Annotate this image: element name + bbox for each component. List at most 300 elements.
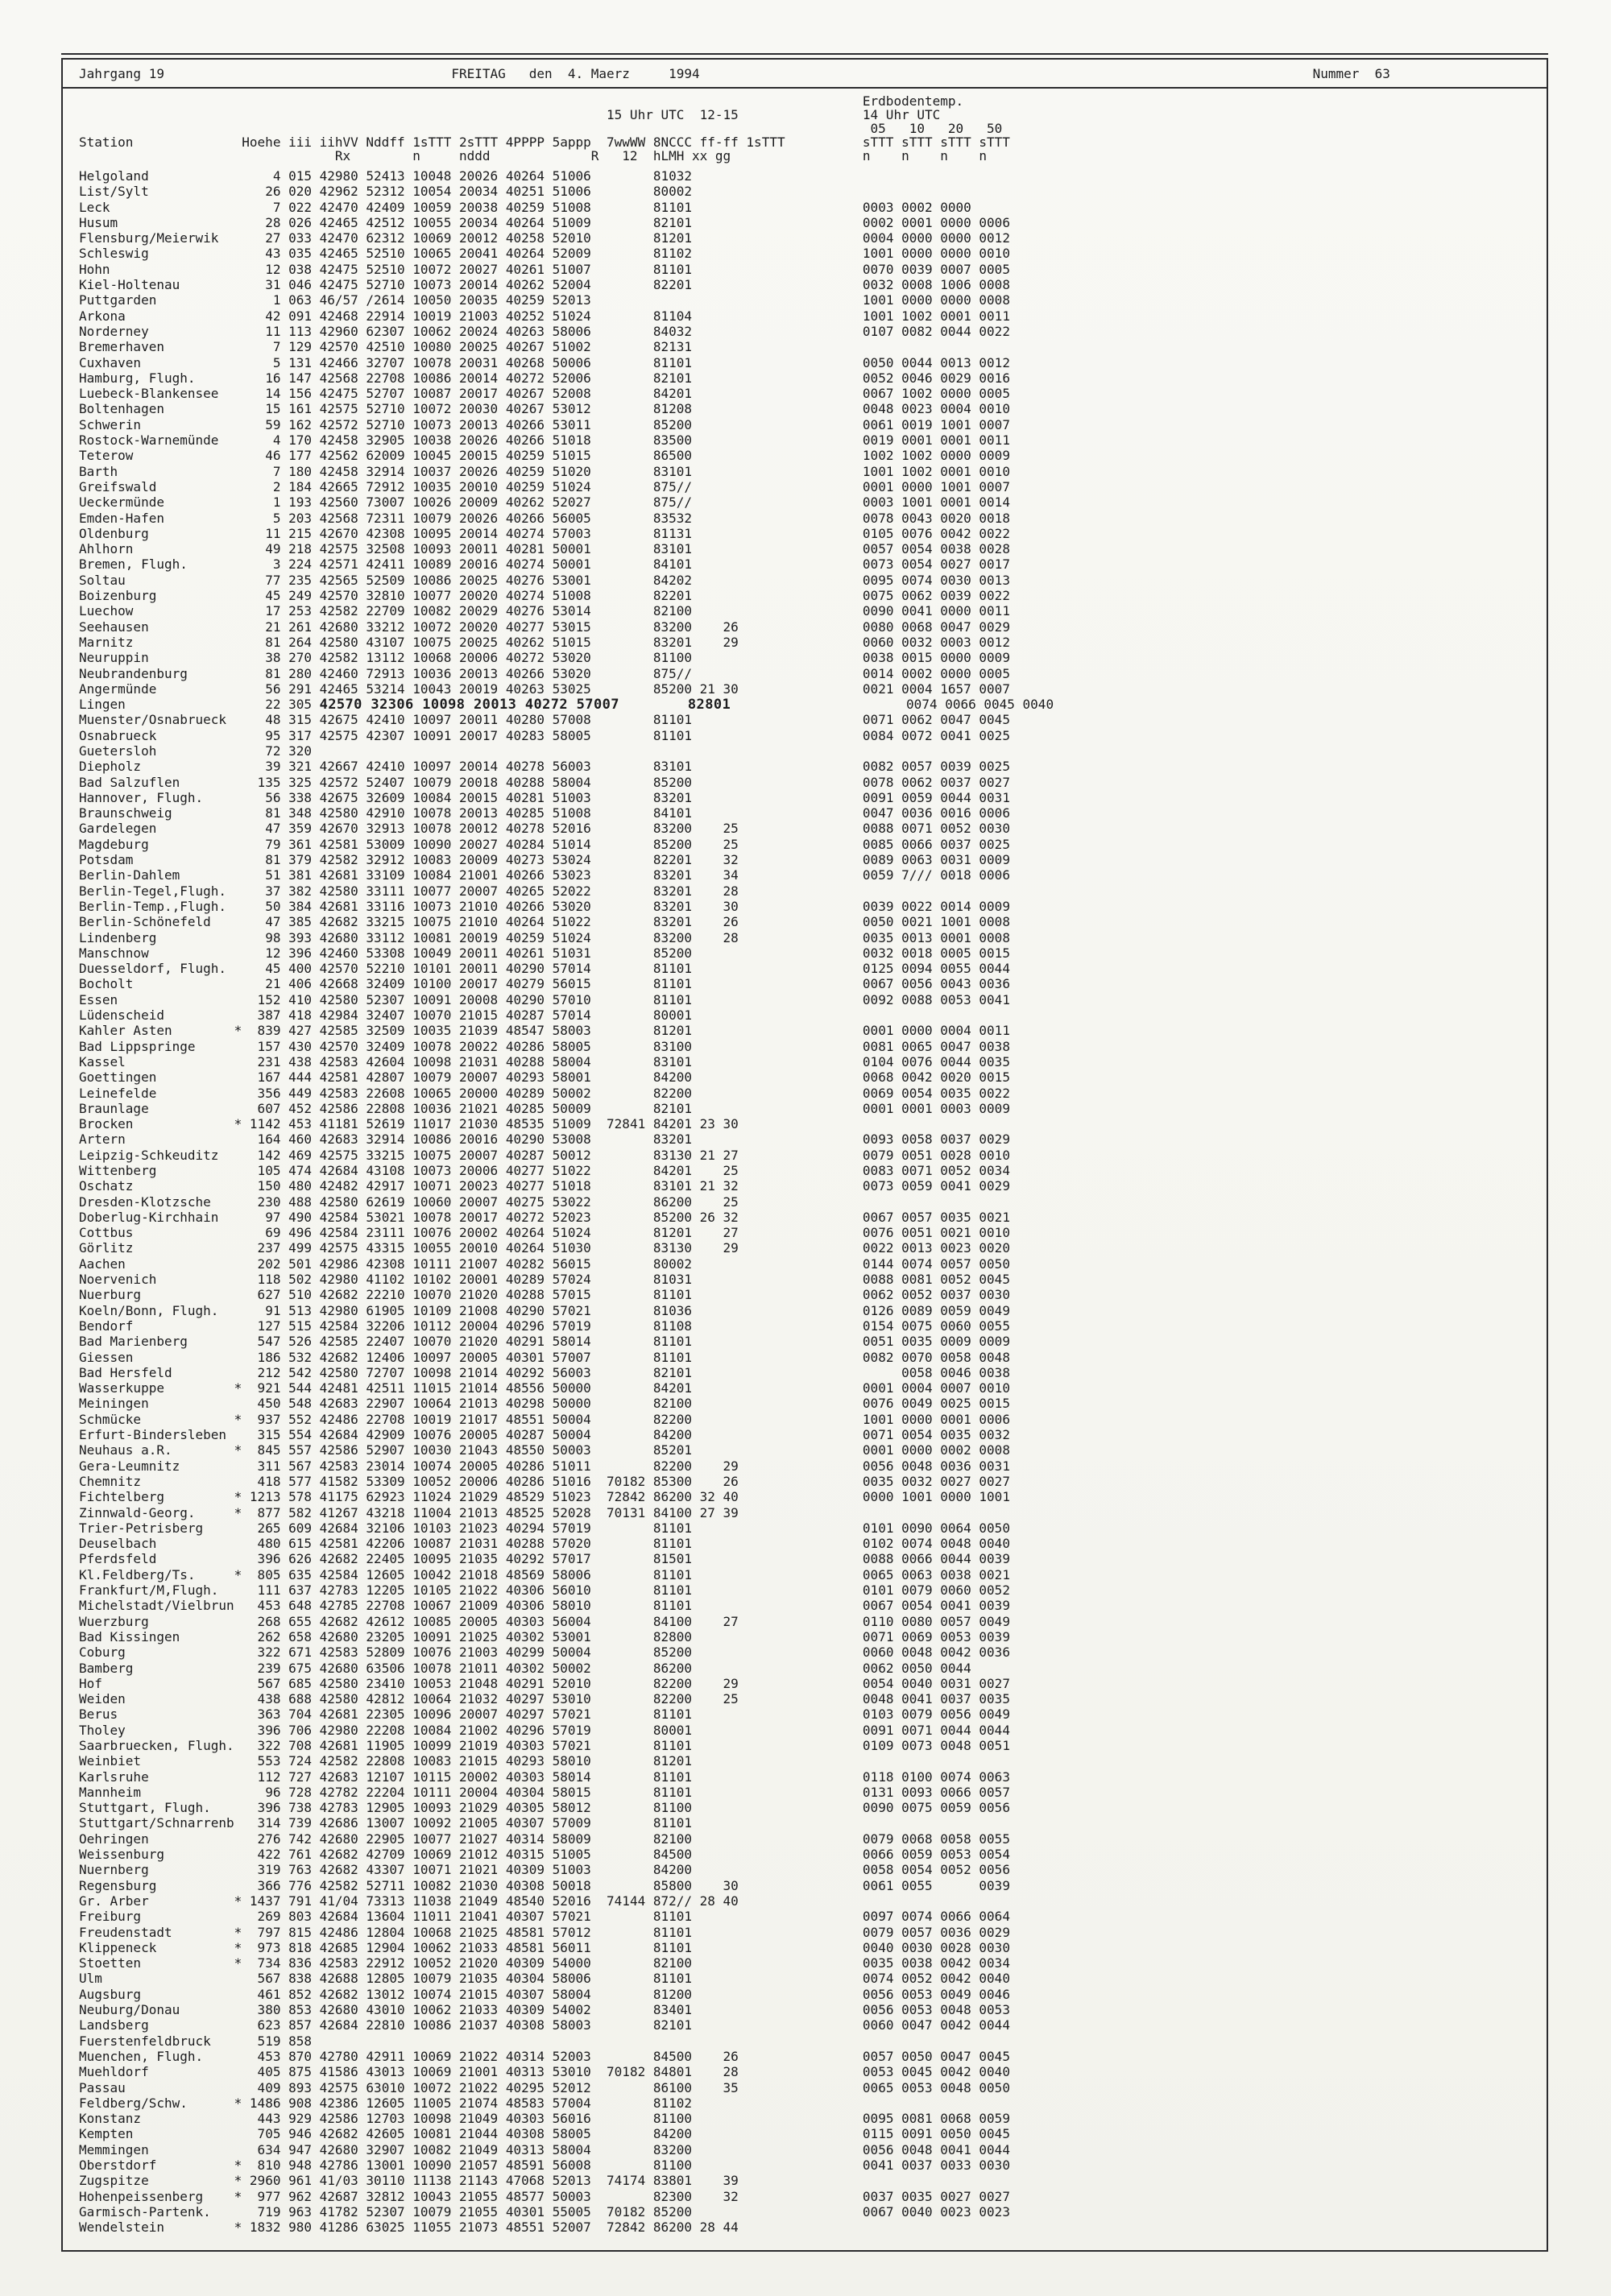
soil-temps-cell: 0071 0069 0053 0039 <box>738 1628 1010 1644</box>
table-row <box>79 417 1547 432</box>
station-cell: Karlsruhe 112 727 <box>79 1769 320 1785</box>
synop-groups-cell: 42581 53009 10090 20027 40284 51014 85200 25 <box>319 836 739 852</box>
synop-groups-cell: 42783 12205 10105 21022 40306 56010 81101 <box>319 1582 739 1599</box>
column-header: 4PPPP <box>505 134 545 150</box>
station-cell: Bendorf 127 515 <box>79 1318 320 1334</box>
station-cell: Guetersloh 72 320 <box>79 743 320 759</box>
soil-temps-cell: 0078 0062 0037 0027 <box>738 774 1010 790</box>
soil-temp-title: Erdbodentemp. <box>862 93 964 109</box>
station-cell: Bad Lippspringe 157 430 <box>79 1038 320 1054</box>
soil-temps-cell: 1002 1002 0000 0009 <box>738 448 1010 464</box>
table-row <box>79 184 1547 199</box>
column-header: R <box>590 148 599 163</box>
soil-temps-cell: 0103 0079 0056 0049 <box>738 1706 1010 1723</box>
station-cell: Leck 7 022 <box>79 199 320 215</box>
soil-temps-cell: 0126 0089 0059 0049 <box>738 1302 1010 1318</box>
table-row <box>79 603 1547 618</box>
table-row <box>79 1148 1547 1163</box>
synop-groups-cell: 42670 32913 10078 20012 40278 52016 83200 25 <box>319 821 739 837</box>
table-row <box>79 1178 1547 1194</box>
synop-groups-cell: 42560 73007 10026 20009 40262 52027 875// <box>319 494 739 511</box>
synop-groups-cell <box>320 743 739 759</box>
table-row <box>79 277 1547 292</box>
table-row <box>79 1582 1547 1598</box>
table-row <box>79 262 1547 277</box>
depths-line <box>79 121 1547 134</box>
station-cell: Mannheim 96 728 <box>79 1784 320 1800</box>
synop-groups-cell: 42580 52307 10091 20008 40290 57010 81101 <box>319 991 739 1007</box>
synop-groups-cell: 42584 53021 10078 20017 40272 52023 85200 26 32 <box>319 1209 739 1225</box>
synop-groups-cell: 42668 32409 10100 20017 40279 56015 81101 <box>319 976 739 992</box>
station-cell: Hannover, Flugh. 56 338 <box>79 789 320 805</box>
table-row <box>79 2002 1547 2017</box>
station-cell: Freudenstadt * 797 815 <box>79 1924 320 1940</box>
table-row <box>79 1940 1547 1955</box>
synop-groups-cell: 41586 43013 10069 21001 40313 53010 70182 84801 28 <box>319 2064 739 2080</box>
station-cell: Braunlage 607 452 <box>79 1100 320 1116</box>
soil-temps-cell: 0107 0082 0044 0022 <box>738 323 1010 339</box>
soil-temps-cell: 0105 0076 0042 0022 <box>738 525 1010 541</box>
soil-temps-cell: 1001 0000 0000 0008 <box>738 292 1010 308</box>
column-header: 1sTTT <box>412 134 452 150</box>
synop-groups-cell: 42583 22608 10065 20000 40289 50002 82200 <box>319 1085 739 1101</box>
synop-groups-cell: 42687 32812 10043 21055 48577 50003 82300 32 <box>319 2188 739 2204</box>
synop-groups-cell: 42665 72912 10035 20010 40259 51024 875// <box>319 478 739 494</box>
station-cell: Erfurt-Bindersleben 315 554 <box>79 1427 320 1443</box>
synop-groups-cell: 42570 32306 10098 20013 40272 57007 82801 <box>319 697 782 714</box>
table-row <box>79 883 1547 899</box>
synop-groups-cell: 42575 52710 10072 20030 40267 53012 81208 <box>319 401 739 417</box>
synop-groups-cell: 42670 42308 10095 20014 40274 57003 81131 <box>319 525 739 541</box>
station-cell: Michelstadt/Vielbrun 453 648 <box>79 1598 320 1614</box>
station-cell: Nuernberg 319 763 <box>79 1862 320 1878</box>
table-row <box>79 2095 1547 2111</box>
table-row <box>79 1831 1547 1847</box>
synop-groups-cell: 42684 13604 11011 21041 40307 57021 81101 <box>319 1909 739 1925</box>
station-cell: Osnabrueck 95 317 <box>79 727 320 743</box>
synop-groups-cell: 42685 12904 10062 21033 48581 56011 81101 <box>319 1939 739 1955</box>
table-row <box>79 2080 1547 2095</box>
masthead <box>79 66 1547 85</box>
station-cell: Muenster/Osnabrueck 48 315 <box>79 712 320 728</box>
soil-temps-cell: 0073 0059 0041 0029 <box>738 1178 1010 1194</box>
station-cell: Coburg 322 671 <box>79 1644 320 1661</box>
synop-groups-cell: 42586 52907 10030 21043 48550 50003 85201 <box>319 1442 739 1458</box>
synop-groups-cell: 42580 23410 10053 21048 40291 52010 82200 29 <box>319 1675 739 1691</box>
table-row <box>79 526 1547 541</box>
table-row <box>79 2189 1547 2204</box>
synop-groups-cell: 42568 22708 10086 20014 40272 52006 82101 <box>319 370 739 386</box>
soil-temps-cell: 0101 0090 0064 0050 <box>738 1520 1010 1536</box>
soil-temps-cell: 0081 0065 0047 0038 <box>738 1038 1010 1054</box>
table-row <box>79 1163 1547 1178</box>
soil-temps-cell: 0039 0022 0014 0009 <box>738 898 1010 914</box>
synop-groups-cell: 42583 52809 10076 21003 40299 50004 85200 <box>319 1644 739 1661</box>
soil-temps-cell: 0048 0023 0004 0010 <box>738 401 1010 417</box>
table-row <box>79 852 1547 867</box>
station-cell: Wasserkuppe * 921 544 <box>79 1380 320 1396</box>
soil-temps-cell: 0062 0050 0044 <box>738 1660 971 1676</box>
table-row <box>79 805 1547 821</box>
synop-groups-cell: 42675 32609 10084 20015 40281 51003 83201 <box>319 789 739 805</box>
soil-temps-cell: 0091 0059 0044 0031 <box>738 789 1010 805</box>
synop-groups-cell: 42581 42807 10079 20007 40293 58001 84200 <box>319 1069 739 1086</box>
table-row <box>79 1427 1547 1442</box>
soil-temps-cell: 0144 0074 0057 0050 <box>738 1256 1010 1272</box>
station-cell: Stoetten * 734 836 <box>79 1955 320 1971</box>
synop-groups-cell: 42986 42308 10111 21007 40282 56015 80002 <box>319 1256 739 1272</box>
station-cell: Kassel 231 438 <box>79 1053 320 1069</box>
table-row <box>79 2049 1547 2064</box>
table-row <box>79 728 1547 743</box>
station-cell: Barth 7 180 <box>79 463 320 479</box>
table-row <box>79 494 1547 510</box>
column-header-row-1 <box>79 134 1547 148</box>
station-cell: Frankfurt/M,Flugh. 111 637 <box>79 1582 320 1599</box>
table-row <box>79 2111 1547 2126</box>
table-row <box>79 1691 1547 1706</box>
synop-groups-cell: 42585 32509 10035 21039 48547 58003 81201 <box>319 1023 739 1039</box>
station-cell: Seehausen 21 261 <box>79 618 320 635</box>
station-cell: Neuhaus a.R. * 845 557 <box>79 1442 320 1458</box>
station-cell: Oldenburg 11 215 <box>79 525 320 541</box>
soil-temps-cell: 0088 0071 0052 0030 <box>738 821 1010 837</box>
synop-groups-cell: 42682 22405 10095 21035 40292 57017 81501 <box>319 1551 739 1567</box>
station-cell: Norderney 11 113 <box>79 323 320 339</box>
soil-temps-cell: 0101 0079 0060 0052 <box>738 1582 1010 1599</box>
column-header: iii <box>288 134 312 150</box>
table-row <box>79 1303 1547 1318</box>
column-header: Nddff <box>366 134 405 150</box>
table-row <box>79 1862 1547 1877</box>
station-cell: Berlin-Schönefeld 47 385 <box>79 914 320 930</box>
soil-temps-cell: 0060 0047 0042 0044 <box>738 2017 1010 2033</box>
table-row <box>79 448 1547 463</box>
station-cell: Artern 164 460 <box>79 1131 320 1148</box>
station-cell: Saarbruecken, Flugh. 322 708 <box>79 1737 320 1753</box>
soil-temps-cell: 0092 0088 0053 0041 <box>738 991 1010 1007</box>
station-cell: Gardelegen 47 359 <box>79 821 320 837</box>
synop-groups-cell: 42680 63506 10078 21011 40302 50002 86200 <box>319 1660 739 1676</box>
table-row <box>79 1396 1547 1411</box>
table-row <box>79 588 1547 603</box>
station-cell: Chemnitz 418 577 <box>79 1473 320 1489</box>
synop-groups-cell: 42575 32508 10093 20011 40281 50001 83101 <box>319 541 739 557</box>
station-cell: Arkona 42 091 <box>79 308 320 324</box>
station-cell: Hohn 12 038 <box>79 261 320 277</box>
synop-groups-cell: 42785 22708 10067 21009 40306 58010 81101 <box>319 1598 739 1614</box>
station-cell: Bremen, Flugh. 3 224 <box>79 556 320 573</box>
station-cell: Passau 409 893 <box>79 2079 320 2095</box>
soil-temps-cell: 1001 0000 0001 0006 <box>738 1411 1010 1427</box>
table-row <box>79 1023 1547 1038</box>
synop-groups-cell: 42682 42605 10081 21044 40308 58005 84200 <box>319 2126 739 2142</box>
station-cell: List/Sylt 26 020 <box>79 184 320 200</box>
station-cell: Doberlug-Kirchhain 97 490 <box>79 1209 320 1225</box>
synop-groups-cell: 42680 33212 10072 20020 40277 53015 83200 26 <box>319 618 739 635</box>
synop-groups-cell: 42581 42206 10087 21031 40288 57020 81101 <box>319 1536 739 1552</box>
soil-temps-cell: 0071 0062 0047 0045 <box>738 712 1010 728</box>
table-row <box>79 1614 1547 1629</box>
table-row <box>79 1644 1547 1660</box>
soil-temps-cell: 0061 0019 1001 0007 <box>738 416 1010 432</box>
soil-temps-cell: 0093 0058 0037 0029 <box>738 1131 1010 1148</box>
table-row <box>79 1458 1547 1474</box>
station-cell: Regensburg 366 776 <box>79 1877 320 1893</box>
column-header: 1sTTT <box>746 134 785 150</box>
column-header: n <box>412 148 420 163</box>
synop-groups-cell: 42575 42307 10091 20017 40283 58005 81101 <box>319 727 739 743</box>
soil-temps-cell: 0052 0046 0029 0016 <box>738 370 1010 386</box>
column-header: Station <box>79 134 134 150</box>
synop-groups-cell: 42460 72913 10036 20013 40266 53020 875// <box>319 665 739 681</box>
table-row <box>79 1489 1547 1504</box>
station-cell: Schmücke * 937 552 <box>79 1411 320 1427</box>
soil-temps-cell: 0079 0051 0028 0010 <box>738 1147 1010 1163</box>
synop-groups-cell: 42962 52312 10054 20034 40251 51006 80002 <box>319 184 739 200</box>
station-cell: Gera-Leumnitz 311 567 <box>79 1458 320 1474</box>
soil-temps-cell: 0079 0057 0036 0029 <box>738 1924 1010 1940</box>
synop-groups-cell: 42584 32206 10112 20004 40296 57019 81108 <box>319 1318 739 1334</box>
soil-temps-cell: 0057 0050 0047 0045 <box>738 2048 1010 2064</box>
station-cell: Deuselbach 480 615 <box>79 1536 320 1552</box>
station-cell: Kahler Asten * 839 427 <box>79 1023 320 1039</box>
synop-groups-cell: 42684 32106 10103 21023 40294 57019 81101 <box>319 1520 739 1536</box>
table-row <box>79 1334 1547 1349</box>
soil-temps-cell: 0109 0073 0048 0051 <box>738 1737 1010 1753</box>
station-cell: Weinbiet 553 724 <box>79 1753 320 1769</box>
synop-groups-cell: 42680 33112 10081 20019 40259 51024 83200 28 <box>319 929 739 945</box>
table-row <box>79 1412 1547 1427</box>
station-cell: Angermünde 56 291 <box>79 681 320 697</box>
column-header: ff-ff <box>699 134 739 150</box>
synop-groups-cell: 42582 13112 10068 20006 40272 53020 81100 <box>319 650 739 666</box>
table-row <box>79 1116 1547 1131</box>
soil-temps-cell: 0056 0048 0041 0044 <box>738 2141 1010 2157</box>
column-header: sTTT <box>940 134 971 150</box>
soil-temps-cell: 0038 0015 0000 0009 <box>738 650 1010 666</box>
table-row <box>79 1800 1547 1815</box>
synop-groups-cell: 42586 22808 10036 21021 40285 50009 82101 <box>319 1100 739 1116</box>
table-row <box>79 370 1547 386</box>
soil-temps-cell: 0058 0054 0052 0056 <box>738 1862 1010 1878</box>
table-row <box>79 1086 1547 1101</box>
synop-groups-cell: 42667 42410 10097 20014 40278 56003 83101 <box>319 759 739 775</box>
station-cell: Neuruppin 38 270 <box>79 650 320 666</box>
station-cell: Helgoland 4 015 <box>79 168 320 184</box>
soil-temps-cell: 0050 0044 0013 0012 <box>738 354 1010 370</box>
synop-groups-cell: 42682 22210 10070 21020 40288 57015 81101 <box>319 1287 739 1303</box>
synop-groups-cell <box>320 2033 739 2049</box>
station-cell: Bremerhaven 7 129 <box>79 339 320 355</box>
table-row <box>79 541 1547 556</box>
soil-temps-cell: 0048 0041 0037 0035 <box>738 1691 1010 1707</box>
synop-groups-cell: 41782 52307 10079 21055 40301 55005 70182 85200 <box>319 2203 739 2219</box>
table-row <box>79 1738 1547 1753</box>
column-header: 5appp <box>552 134 591 150</box>
soil-temps-cell: 0088 0081 0052 0045 <box>738 1272 1010 1288</box>
station-table <box>79 168 1547 2235</box>
station-cell: Cuxhaven 5 131 <box>79 354 320 370</box>
synop-groups-cell: 42681 33116 10073 21010 40266 53020 83201 30 <box>319 898 739 914</box>
soil-temps-cell: 0131 0093 0066 0057 <box>738 1784 1010 1800</box>
soil-temps-cell: 0047 0036 0016 0006 <box>738 805 1010 821</box>
synop-groups-cell: 42680 22905 10077 21027 40314 58009 82100 <box>319 1831 739 1847</box>
soil-temps-cell: 0000 1001 0000 1001 <box>738 1489 1010 1505</box>
synop-groups-cell: 42470 62312 10069 20012 40258 52010 81201 <box>319 230 739 246</box>
soil-temps-cell: 0084 0072 0041 0025 <box>738 727 1010 743</box>
table-row <box>79 1194 1547 1210</box>
soil-temps-cell: 0090 0075 0059 0056 <box>738 1800 1010 1816</box>
soil-temps-cell: 0097 0074 0066 0064 <box>738 1909 1010 1925</box>
station-cell: Manschnow 12 396 <box>79 945 320 961</box>
table-row <box>79 681 1547 697</box>
synop-groups-cell: 42570 42510 10080 20025 40267 51002 82131 <box>319 339 739 355</box>
table-row <box>79 1753 1547 1769</box>
bulletin-content <box>63 60 1547 2250</box>
station-cell: Goettingen 167 444 <box>79 1069 320 1086</box>
station-cell: Ueckermünde 1 193 <box>79 494 320 511</box>
table-row <box>79 712 1547 727</box>
synop-groups-cell: 42386 12605 11005 21074 48583 57004 81102 <box>319 2095 739 2111</box>
column-header: sTTT <box>901 134 933 150</box>
table-row <box>79 1272 1547 1287</box>
station-cell: Berlin-Dahlem 51 381 <box>79 867 320 883</box>
station-cell: Bad Marienberg 547 526 <box>79 1334 320 1350</box>
table-row <box>79 292 1547 308</box>
soil-temps-cell: 0050 0021 1001 0008 <box>738 914 1010 930</box>
table-row <box>79 1442 1547 1458</box>
synop-groups-cell: 42682 42612 10085 20005 40303 56004 84100 27 <box>319 1613 739 1629</box>
station-cell: Bad Salzuflen 135 325 <box>79 774 320 790</box>
station-cell: Zinnwald-Georg. * 877 582 <box>79 1504 320 1520</box>
table-row <box>79 1225 1547 1240</box>
table-row <box>79 2033 1547 2049</box>
soil-temps-cell: 0115 0091 0050 0045 <box>738 2126 1010 2142</box>
synop-groups-cell: 42786 13001 10090 21057 48591 56008 81100 <box>319 2157 739 2173</box>
table-row <box>79 1365 1547 1380</box>
synop-groups-cell: 42580 72707 10098 21014 40292 56003 82101 <box>319 1364 739 1380</box>
station-cell: Bamberg 239 675 <box>79 1660 320 1676</box>
column-header: 12 <box>622 148 638 163</box>
synop-groups-cell: 41582 53309 10052 20006 40286 51016 70182 85300 26 <box>319 1473 739 1489</box>
soil-depths-label: 05 10 20 50 <box>870 121 1003 136</box>
soil-temps-cell: 0059 7/// 0018 0006 <box>738 867 1010 883</box>
station-cell: Neuburg/Donau 380 853 <box>79 2002 320 2018</box>
soil-temps-cell: 0022 0013 0023 0020 <box>738 1240 1010 1256</box>
synop-groups-cell: 41286 63025 11055 21073 48551 52007 72842 86200 28 44 <box>319 2219 739 2236</box>
station-cell: Landsberg 623 857 <box>79 2017 320 2033</box>
station-cell: Brocken * 1142 453 <box>79 1116 320 1132</box>
table-row <box>79 1054 1547 1069</box>
synop-groups-cell: 41/03 30110 11138 21143 47068 52013 74174 83801 39 <box>319 2173 739 2189</box>
soil-temps-cell: 0065 0063 0038 0021 <box>738 1566 1010 1582</box>
station-cell: Hof 567 685 <box>79 1675 320 1691</box>
synop-groups-cell: 42580 42910 10078 20013 40285 51008 84101 <box>319 805 739 821</box>
station-cell: Boizenburg 45 249 <box>79 588 320 604</box>
soil-temps-cell: 0069 0054 0035 0022 <box>738 1085 1010 1101</box>
table-row <box>79 2204 1547 2219</box>
table-row <box>79 1101 1547 1116</box>
soil-temps-cell: 0082 0070 0058 0048 <box>738 1349 1010 1365</box>
table-row <box>79 1256 1547 1272</box>
synop-groups-cell: 42571 42411 10089 20016 40274 50001 84101 <box>319 556 739 573</box>
table-row <box>79 1971 1547 1986</box>
column-header: n <box>901 148 909 163</box>
station-cell: Wendelstein * 1832 980 <box>79 2219 320 2236</box>
station-cell: Trier-Petrisberg 265 609 <box>79 1520 320 1536</box>
synop-groups-cell: 42458 32905 10038 20026 40266 51018 83500 <box>319 432 739 449</box>
table-row <box>79 759 1547 774</box>
table-row <box>79 1769 1547 1785</box>
soil-time-label: 14 Uhr UTC <box>862 107 941 122</box>
synop-groups-cell: 42681 22305 10096 20007 40297 57021 81101 <box>319 1706 739 1723</box>
soil-temps-cell: 0003 1001 0001 0014 <box>738 494 1010 511</box>
table-row <box>79 976 1547 991</box>
synop-groups-cell: 42583 42604 10098 21031 40288 58004 83101 <box>319 1053 739 1069</box>
synop-groups-cell: 41181 52619 11017 21030 48535 51009 72841 84201 23 30 <box>319 1116 739 1132</box>
table-row <box>79 992 1547 1007</box>
column-header: n <box>940 148 948 163</box>
column-header: sTTT <box>979 134 1010 150</box>
synop-groups-cell: 42475 52510 10072 20027 40261 51007 81101 <box>319 261 739 277</box>
station-cell: Stuttgart, Flugh. 396 738 <box>79 1800 320 1816</box>
soil-temps-cell: 0057 0054 0038 0028 <box>738 541 1010 557</box>
table-row <box>79 697 1547 712</box>
station-cell: Bocholt 21 406 <box>79 976 320 992</box>
table-row <box>79 2157 1547 2173</box>
synop-groups-cell: 42681 33109 10084 21001 40266 53023 83201 34 <box>319 867 739 883</box>
soil-temps-cell: 0079 0068 0058 0055 <box>738 1831 1010 1847</box>
station-cell: Lindenberg 98 393 <box>79 929 320 945</box>
table-row <box>79 464 1547 479</box>
table-row <box>79 837 1547 852</box>
synop-groups-cell: 42562 62009 10045 20015 40259 51015 86500 <box>319 448 739 464</box>
station-cell: Braunschweig 81 348 <box>79 805 320 821</box>
synop-groups-cell: 41/04 73313 11038 21049 48540 52016 74144 872// 28 40 <box>319 1893 739 1909</box>
column-header: n <box>979 148 988 163</box>
table-row <box>79 1069 1547 1085</box>
soil-temps-cell: 0076 0051 0021 0010 <box>738 1225 1010 1241</box>
table-row <box>79 2064 1547 2079</box>
soil-temps-cell: 0066 0059 0053 0054 <box>738 1847 1010 1863</box>
soil-temps-cell: 0074 0066 0045 0040 <box>781 697 1054 713</box>
soil-temps-cell: 0051 0035 0009 0009 <box>738 1334 1010 1350</box>
station-cell: Neubrandenburg 81 280 <box>79 665 320 681</box>
station-cell: Greifswald 2 184 <box>79 478 320 494</box>
table-row <box>79 511 1547 526</box>
station-cell: Marnitz 81 264 <box>79 634 320 650</box>
synop-groups-cell: 42980 61905 10109 21008 40290 57021 81036 <box>319 1302 739 1318</box>
station-cell: Klippeneck * 973 818 <box>79 1939 320 1955</box>
soil-temps-cell: 0061 0055 0039 <box>738 1877 1010 1893</box>
station-cell: Cottbus 69 496 <box>79 1225 320 1241</box>
soil-temps-cell: 0067 0054 0041 0039 <box>738 1598 1010 1614</box>
synop-groups-cell: 42583 22912 10052 21020 40309 54000 82100 <box>319 1955 739 1971</box>
station-cell: Schwerin 59 162 <box>79 416 320 432</box>
soil-temps-cell: 0089 0063 0031 0009 <box>738 852 1010 868</box>
soil-temps-cell: 0095 0074 0030 0013 <box>738 572 1010 588</box>
soil-temps-cell: 0095 0081 0068 0059 <box>738 2111 1010 2127</box>
synop-groups-cell: 42572 52710 10073 20013 40266 53011 85200 <box>319 416 739 432</box>
station-cell: Leipzig-Schkeuditz 142 469 <box>79 1147 320 1163</box>
soil-temps-cell: 0056 0048 0036 0031 <box>738 1458 1010 1474</box>
soil-temps-cell: 0002 0001 0000 0006 <box>738 214 1010 230</box>
synop-groups-cell: 42570 32810 10077 20020 40274 51008 82201 <box>319 588 739 604</box>
soil-temps-cell: 0085 0066 0037 0025 <box>738 836 1010 852</box>
station-cell: Soltau 77 235 <box>79 572 320 588</box>
synop-groups-cell: 42582 22808 10083 21015 40293 58010 81201 <box>319 1753 739 1769</box>
